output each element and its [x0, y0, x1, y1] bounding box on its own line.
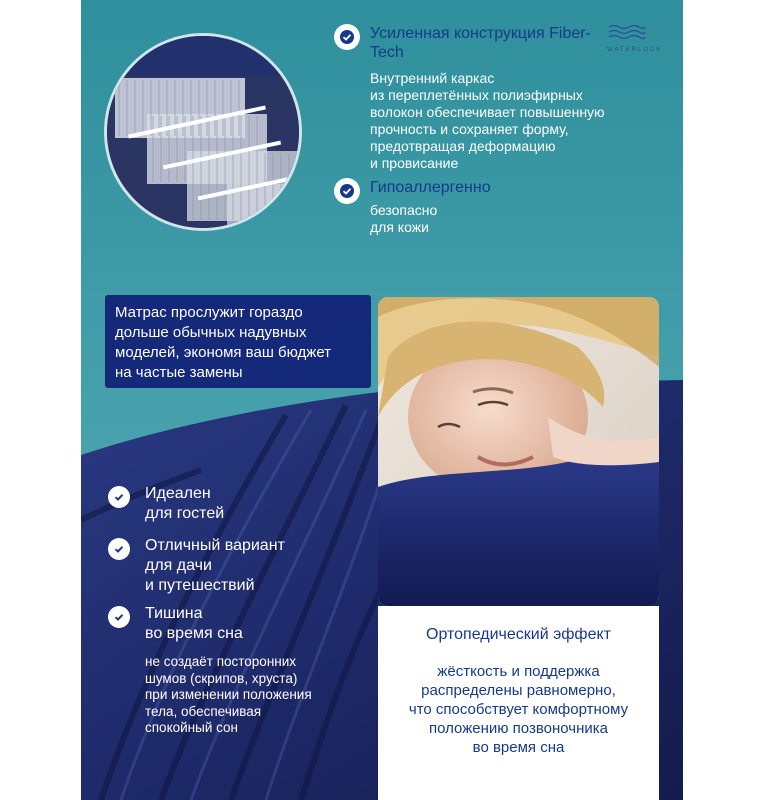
feature-title: Тишина во время сна: [145, 605, 243, 642]
woman-on-mattress-photo: [378, 297, 659, 606]
check-icon: [108, 538, 130, 560]
check-icon: [334, 24, 360, 50]
orthopedic-card: [378, 606, 659, 800]
feature-description: безопасно для кожи: [370, 202, 438, 235]
fiber-tech-closeup: [104, 33, 302, 231]
feature-description: Внутренний каркас из переплетённых полиэфирных волокон обеспечивает повышенную прочность и сохраняет форму, предотвращая деформацию и провисание: [370, 70, 605, 171]
brand-name: WATERLOCK: [607, 47, 663, 53]
feature-title: Усиленная конструкция Fiber-Tech: [370, 25, 591, 61]
feature-description: не создаёт посторонних шумов (скрипов, хруста) при изменении положения тела, обеспечивая спокойный сон: [145, 654, 312, 735]
card-title: Ортопедический эффект: [426, 626, 611, 643]
product-card: [81, 0, 683, 800]
check-icon: [108, 606, 130, 628]
feature-fiber-tech: [334, 24, 620, 172]
card-description: жёсткость и поддержка распределены равномерно, что способствует комфортному положению позвоночника во время сна: [408, 663, 629, 756]
feature-hypoallergenic: [334, 178, 491, 236]
feature-title: Отличный вариант для дачи и путешествий: [145, 537, 285, 594]
feature-travel: [108, 536, 285, 596]
feature-title: Идеален для гостей: [145, 485, 225, 522]
feature-silence: [108, 604, 312, 737]
check-icon: [334, 178, 360, 204]
check-icon: [108, 486, 130, 508]
durability-banner: Матрас прослужит гораздо дольше обычных надувных моделей, экономя ваш бюджет на частые замены: [105, 295, 371, 388]
feature-title: Гипоаллергенно: [370, 179, 491, 196]
feature-guests: [108, 484, 224, 524]
